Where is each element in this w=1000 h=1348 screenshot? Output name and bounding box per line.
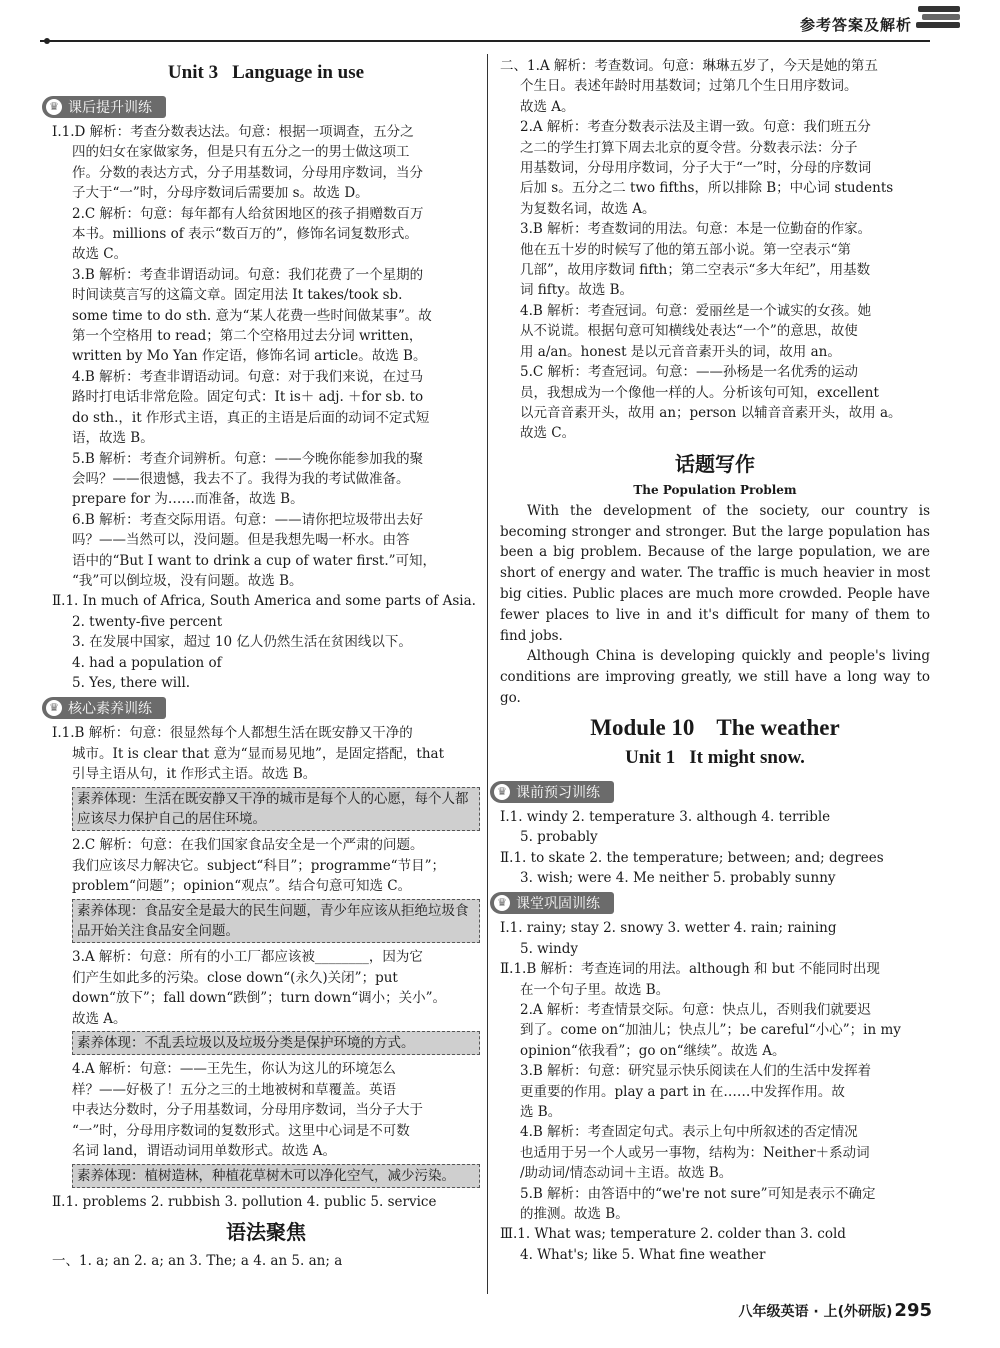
- answer-line: 2.A 解析：考查分数表示法及主谓一致。句意：我们班五分: [520, 119, 871, 136]
- answer-line: 四的妇女在家做家务，但是只有五分之一的男士做这项工: [72, 144, 410, 161]
- answer-line: 一、1. a; an 2. a; an 3. The; a 4. an 5. an; a: [52, 1253, 343, 1270]
- banner-preview: [490, 781, 614, 803]
- writing-title: 话题写作: [675, 451, 755, 476]
- unit-number: Unit 1: [625, 746, 676, 768]
- answer-line: 路时打电话非常危险。固定句式：It is＋ adj. ＋for sb. to: [72, 389, 424, 406]
- header-title: 参考答案及解析: [799, 16, 912, 34]
- answer-line: Ⅰ.1.B 解析：句意：很显然每个人都想生活在既安静又干净的: [52, 725, 413, 742]
- answer-line: 2.C 解析：句意：每年都有人给贫困地区的孩子捐赠数百万: [72, 205, 424, 222]
- answer-line: 6.B 解析：考查交际用语。句意：——请你把垃圾带出去好: [72, 511, 424, 528]
- essay-paragraph-1: With the development of the society, our country is becoming stronger and stronger. But the large population has been a big problem. Because of the large population, we are short of energy and water. The traffic is much heavier in most big cities. Public places are much more crowded. People have fewer places to live in and it's difficult for many of them to find jobs.: [500, 502, 930, 644]
- answer-line: 语中的“But I want to drink a cup of water first.”可知，: [72, 552, 437, 569]
- answer-line: down“放下”；fall down“跌倒”；turn down“调小；关小”。: [72, 990, 446, 1007]
- answers-section-consolidate: [500, 918, 930, 1265]
- grammar-title: 语法聚焦: [226, 1220, 306, 1245]
- banner-after-class: [42, 96, 166, 118]
- answer-line: 中表达分数时，分子用基数词，分母用序数词，当分子大于: [72, 1102, 423, 1119]
- banner-label: 核心素养训练: [68, 701, 152, 718]
- answer-line: 他在五十岁的时候写了他的第五部小说。第一空表示“第: [520, 241, 851, 258]
- answer-line: 选 B。: [520, 1103, 562, 1120]
- answer-line: 4. had a population of: [72, 654, 222, 671]
- answer-line: 3. 在发展中国家，超过 10 亿人仍然生活在贫困线以下。: [72, 634, 412, 651]
- answer-line: 为复数名词，故选 A。: [520, 200, 656, 217]
- answer-line: 4.B 解析：考查非谓语动词。句意：对于我们来说，在过马: [72, 368, 424, 385]
- answer-line: “我”可以倒垃圾，没有问题。故选 B。: [72, 572, 303, 589]
- answers-section-2b: [52, 835, 480, 896]
- unit-name: Language in use: [232, 62, 365, 83]
- module-name: The weather: [716, 714, 840, 740]
- banner-label: 课后提升训练: [68, 100, 152, 116]
- answer-line: Ⅱ.1. to skate 2. the temperature; between; and; degrees: [500, 849, 884, 866]
- answer-line: 第一个空格用 to read；第二个空格用过去分词 written，: [72, 328, 423, 345]
- answer-line: problem“问题”；opinion“观点”。结合句意可知选 C。: [72, 878, 412, 895]
- crown-icon: ♛: [494, 895, 510, 911]
- answer-line: 几部”，故用序数词 fifth；第二空表示“多大年纪”，用基数: [520, 262, 871, 279]
- answer-line: 作。分数的表达方式，分子用基数词，分母用序数词，当分: [72, 164, 423, 181]
- answer-line: Ⅱ.1.B 解析：考查连词的用法。although 和 but 不能同时出现: [500, 961, 880, 978]
- left-column: [49, 56, 480, 1272]
- answer-line: 用 a/an。honest 是以元音音素开头的词，故用 an。: [520, 343, 841, 360]
- answer-line: 时间读莫言写的这篇文章。固定用法 It takes/took sb.: [72, 287, 403, 304]
- answer-line: 之二的学生打算下周去北京的夏令营。分数表示法：分子: [520, 139, 858, 156]
- answer-line: /助动词/情态动词＋主语。故选 B。: [520, 1165, 733, 1182]
- answer-line: 在一个句子里。故选 B。: [520, 981, 670, 998]
- answers-section-2d: [52, 1059, 480, 1161]
- answer-line: Ⅲ.1. What was; temperature 2. colder than 3. cold: [500, 1226, 846, 1243]
- answer-line: 本书。millions of 表示“数百万的”，修饰名词复数形式。: [72, 226, 418, 243]
- answer-line: 以元音音素开头，故用 an；person 以辅音音素开头，故用 a。: [520, 404, 902, 421]
- answer-line: 词 fifty。故选 B。: [520, 282, 634, 299]
- answer-line: 吗？——当然可以，没问题。但是我想先喝一杯水。由答: [72, 532, 410, 549]
- literacy-box-4: 素养体现：植树造林，种植花草树木可以净化空气，减少污染。: [72, 1164, 480, 1188]
- module-title: [500, 715, 930, 741]
- answer-line: 语，故选 B。: [72, 430, 154, 447]
- crown-icon: ♛: [494, 784, 510, 800]
- answer-line: 故选 C。: [520, 425, 576, 442]
- answer-line: 3.B 解析：考查非谓语动词。句意：我们花费了一个星期的: [72, 266, 424, 283]
- answer-line: 2. twenty-five percent: [72, 613, 223, 630]
- answer-line: 3. wish; were 4. Me neither 5. probably sunny: [520, 869, 836, 886]
- unit-title: [52, 62, 480, 84]
- answer-line: “一”时，分母用序数词的复数形式。这里中心词是不可数: [72, 1122, 410, 1139]
- answer-line: 5. windy: [520, 940, 579, 957]
- answer-line: 子大于“一”时，分母序数词后需要加 s。故选 D。: [72, 185, 369, 202]
- answer-line: 2.A 解析：考查情景交际。句意：快点儿，否则我们就要迟: [520, 1001, 871, 1018]
- header-rule: [40, 40, 930, 42]
- answer-line: opinion“依我看”；go on“继续”。故选 A。: [520, 1042, 786, 1059]
- answer-line: 名词 land，谓语动词用单数形式。故选 A。: [72, 1143, 337, 1160]
- answer-line: 也适用于另一个人或另一事物，结构为：Neither＋系动词: [520, 1144, 870, 1161]
- answer-line: do sth.，it 作形式主语，真正的主语是后面的动词不定式短: [72, 409, 430, 426]
- answer-line: 的推测。故选 B。: [520, 1206, 629, 1222]
- answer-line: written by Mo Yan 作定语，修饰名词 article。故选 B。: [72, 348, 427, 365]
- answers-section-1: [52, 122, 480, 693]
- answer-line: Ⅱ.1. problems 2. rubbish 3. pollution 4. public 5. service: [52, 1193, 437, 1210]
- answer-line: 样？——好极了！五分之三的土地被树和草覆盖。英语: [72, 1081, 396, 1098]
- answers-section-2a: [52, 723, 480, 784]
- answer-line: 4.B 解析：考查固定句式。表示上句中所叙述的否定情况: [520, 1124, 858, 1141]
- answer-line: 后加 s。五分之二 two fifths，所以排除 B；中心词 students: [520, 180, 894, 197]
- answer-line: 引导主语从句，it 作形式主语。故选 B。: [72, 766, 317, 783]
- answer-line: 故选 A。: [72, 1010, 127, 1027]
- module-number: Module 10: [590, 714, 695, 740]
- answers-section-3: [52, 1251, 480, 1271]
- answer-line: 到了。come on“加油儿；快点儿”；be careful“小心”；in my: [520, 1022, 901, 1039]
- answers-section-er: [500, 56, 930, 444]
- answer-line: Ⅱ.1. In much of Africa, South America and some parts of Asia.: [52, 593, 476, 610]
- unit-number: Unit 3: [167, 62, 219, 83]
- answer-line: 个生日。表述年龄时用基数词；过第几个生日用序数词。: [520, 78, 858, 95]
- essay-paragraph-2: Although China is developing quickly and people's living conditions are improving greatly, we still have a long way to go.: [500, 648, 930, 706]
- answers-section-2e: [52, 1192, 480, 1212]
- answer-line: 5.B 解析：考查介词辨析。句意：——今晚你能参加我的聚: [72, 450, 424, 467]
- banner-core-literacy: [42, 697, 166, 719]
- answer-line: 用基数词，分母用序数词，分子大于“一”时，分母的序数词: [520, 160, 872, 177]
- essay-title: The Population Problem: [633, 482, 797, 497]
- column-divider: [487, 54, 488, 1294]
- unit-name: It might snow.: [689, 746, 805, 768]
- answer-line: prepare for 为……而准备，故选 B。: [72, 491, 304, 508]
- banner-consolidate: [490, 892, 614, 914]
- banner-label: 课堂巩固训练: [516, 896, 600, 913]
- answers-section-2c: [52, 947, 480, 1029]
- crown-icon: ♛: [46, 700, 62, 716]
- answer-line: 5. Yes, there will.: [72, 674, 191, 691]
- answer-line: 5. probably: [520, 829, 598, 846]
- answer-line: 2.C 解析：句意：在我们国家食品安全是一个严肃的问题。: [72, 837, 424, 854]
- footer: [739, 1300, 932, 1321]
- footer-label: 八年级英语 · 上(外研版): [738, 1304, 893, 1320]
- literacy-box-2: 素养体现：食品安全是最大的民生问题，青少年应该从拒绝垃圾食品开始关注食品安全问题。: [72, 899, 480, 944]
- answer-line: 3.B 解析：考查数词的用法。句意：本是一位勤奋的作家。: [520, 221, 872, 238]
- literacy-box-3: 素养体现：不乱丢垃圾以及垃圾分类是保护环境的方式。: [72, 1031, 480, 1055]
- answer-line: 故选 A。: [520, 98, 575, 115]
- answer-line: 5.B 解析：由答语中的“we're not sure”可知是表示不确定: [520, 1185, 876, 1202]
- unit-title-2: [500, 747, 930, 769]
- answer-line: some time to do sth. 意为“某人花费一些时间做某事”。故: [72, 307, 432, 324]
- answer-line: 员，我想成为一个像他一样的人。分析该句可知，excellent: [520, 384, 879, 401]
- answer-line: 城市。It is clear that 意为“显而易见地”，是固定搭配，that: [72, 745, 445, 762]
- answer-line: 4.A 解析：句意：——王先生，你认为这儿的环境怎么: [72, 1061, 396, 1078]
- answer-line: 3.A 解析：句意：所有的小工厂都应该被________，因为它: [72, 949, 423, 966]
- answer-line: 们产生如此多的污染。close down“(永久)关闭”；put: [72, 969, 398, 986]
- literacy-box-1: 素养体现：生活在既安静又干净的城市是每个人的心愿，每个人都应该尽力保护自己的居住环境。: [72, 787, 480, 832]
- crown-icon: ♛: [46, 99, 62, 115]
- answer-line: 更重要的作用。play a part in 在……中发挥作用。故: [520, 1083, 845, 1100]
- answer-line: 4. What's; like 5. What fine weather: [520, 1246, 766, 1263]
- answer-line: 4.B 解析：考查冠词。句意：爱丽丝是一个诚实的女孩。她: [520, 302, 872, 319]
- banner-label: 课前预习训练: [516, 784, 600, 801]
- answer-line: 会吗？——很遗憾，我去不了。我得为我的考试做准备。: [72, 470, 410, 487]
- answer-line: 我们应该尽力解决它。subject“科目”；programme“节目”；: [72, 857, 445, 874]
- answer-line: Ⅰ.1. windy 2. temperature 3. although 4. terrible: [500, 808, 831, 825]
- answers-section-preview: [500, 807, 930, 889]
- answer-line: 5.C 解析：考查冠词。句意：——孙杨是一名优秀的运动: [520, 364, 859, 381]
- page-number: 295: [894, 1300, 932, 1321]
- answer-line: 故选 C。: [72, 246, 128, 263]
- books-icon: [918, 6, 960, 36]
- answer-line: 3.B 解析：句意：研究显示快乐阅读在人们的生活中发挥着: [520, 1063, 872, 1080]
- answer-line: Ⅰ.1.D 解析：考查分数表达法。句意：根据一项调查，五分之: [52, 124, 414, 140]
- answer-line: 从不说谎。根据句意可知横线处表达“一个”的意思，故使: [520, 323, 858, 340]
- right-column: [497, 56, 930, 1265]
- answer-line: 二、1.A 解析：考查数词。句意：琳琳五岁了，今天是她的第五: [500, 58, 878, 74]
- answer-line: Ⅰ.1. rainy; stay 2. snowy 3. wetter 4. rain; raining: [500, 920, 837, 937]
